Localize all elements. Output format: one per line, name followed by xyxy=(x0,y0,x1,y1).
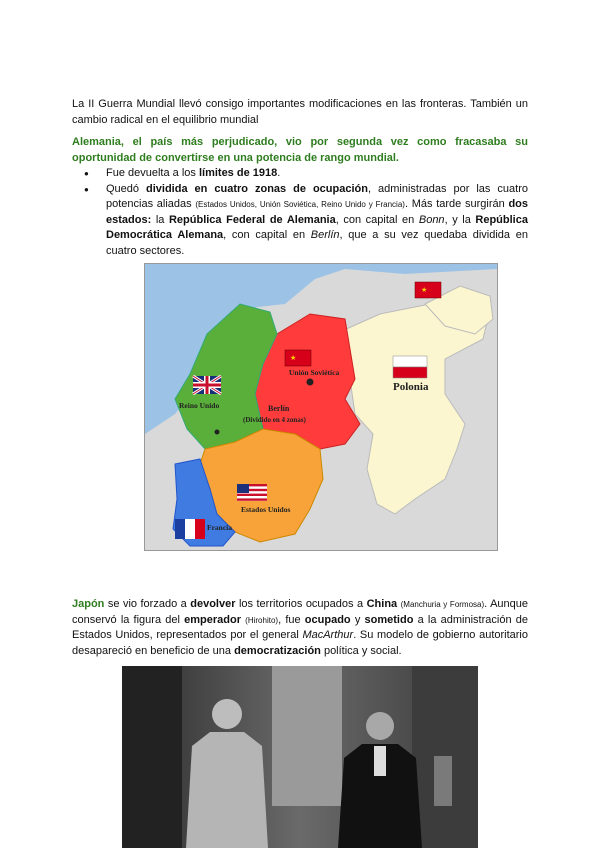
map-label-berlin: Berlín xyxy=(268,404,290,413)
ussr-flag xyxy=(285,350,311,366)
uk-flag xyxy=(193,376,221,394)
bullet-occupation: ● Quedó dividida en cuatro zonas de ocupación, administradas por las cuatro potencias aliadas (Estados Unidos, Unión Soviética, Reino Unido y Francia). Más tarde surgirán dos estados: la República Federal de Alemania, con capital en Bonn, y la República Democrática Alemana, con capital en Berlín, que a su vez quedaba dividida en cuatro sectores. xyxy=(82,182,528,260)
france-flag xyxy=(175,519,205,539)
germany-headline: Alemania, el país más perjudicado, vio por segunda vez como fracasaba su oportunidad de convertirse en una potencia de rango mundial. xyxy=(72,136,528,164)
map-label-france: Francia xyxy=(207,523,232,532)
macarthur-hirohito-photo xyxy=(122,666,478,848)
germany-occupation-map xyxy=(144,263,498,551)
map-label-soviet: Unión Soviética xyxy=(289,368,340,377)
map-label-us: Estados Unidos xyxy=(241,505,291,514)
ussr-flag-top xyxy=(415,282,441,298)
intro-paragraph: La II Guerra Mundial llevó consigo importantes modificaciones en las fronteras. También un cambio radical en el equilibrio mundial xyxy=(72,98,528,126)
photo-window xyxy=(272,666,342,806)
map-label-berlin-note: (Dividido en 4 zonas) xyxy=(243,416,306,424)
photo-statue xyxy=(434,756,452,806)
photo-curtain-left xyxy=(122,666,182,848)
germany-bullet-list xyxy=(82,166,528,259)
japan-paragraph: Japón se vio forzado a devolver los territorios ocupados a China (Manchuria y Formosa). Aunque conservó la figura del emperador (Hirohito), fue ocupado y sometido a la administración de Estados Unidos, representados por el general MacArthur. Su modelo de gobierno autoritario desapareció en beneficio de una democratización política y social. xyxy=(72,598,529,657)
map-label-uk: Reino Unido xyxy=(179,401,220,410)
us-flag xyxy=(237,484,267,501)
berlin-marker xyxy=(307,379,314,386)
svg-text:★: ★ xyxy=(290,355,297,362)
bonn-marker xyxy=(215,430,220,435)
map-label-poland: Polonia xyxy=(393,381,429,393)
poland-flag xyxy=(393,356,427,378)
bullet-borders: ● Fue devuelta a los límites de 1918. xyxy=(82,166,528,182)
svg-text:★: ★ xyxy=(421,287,428,294)
